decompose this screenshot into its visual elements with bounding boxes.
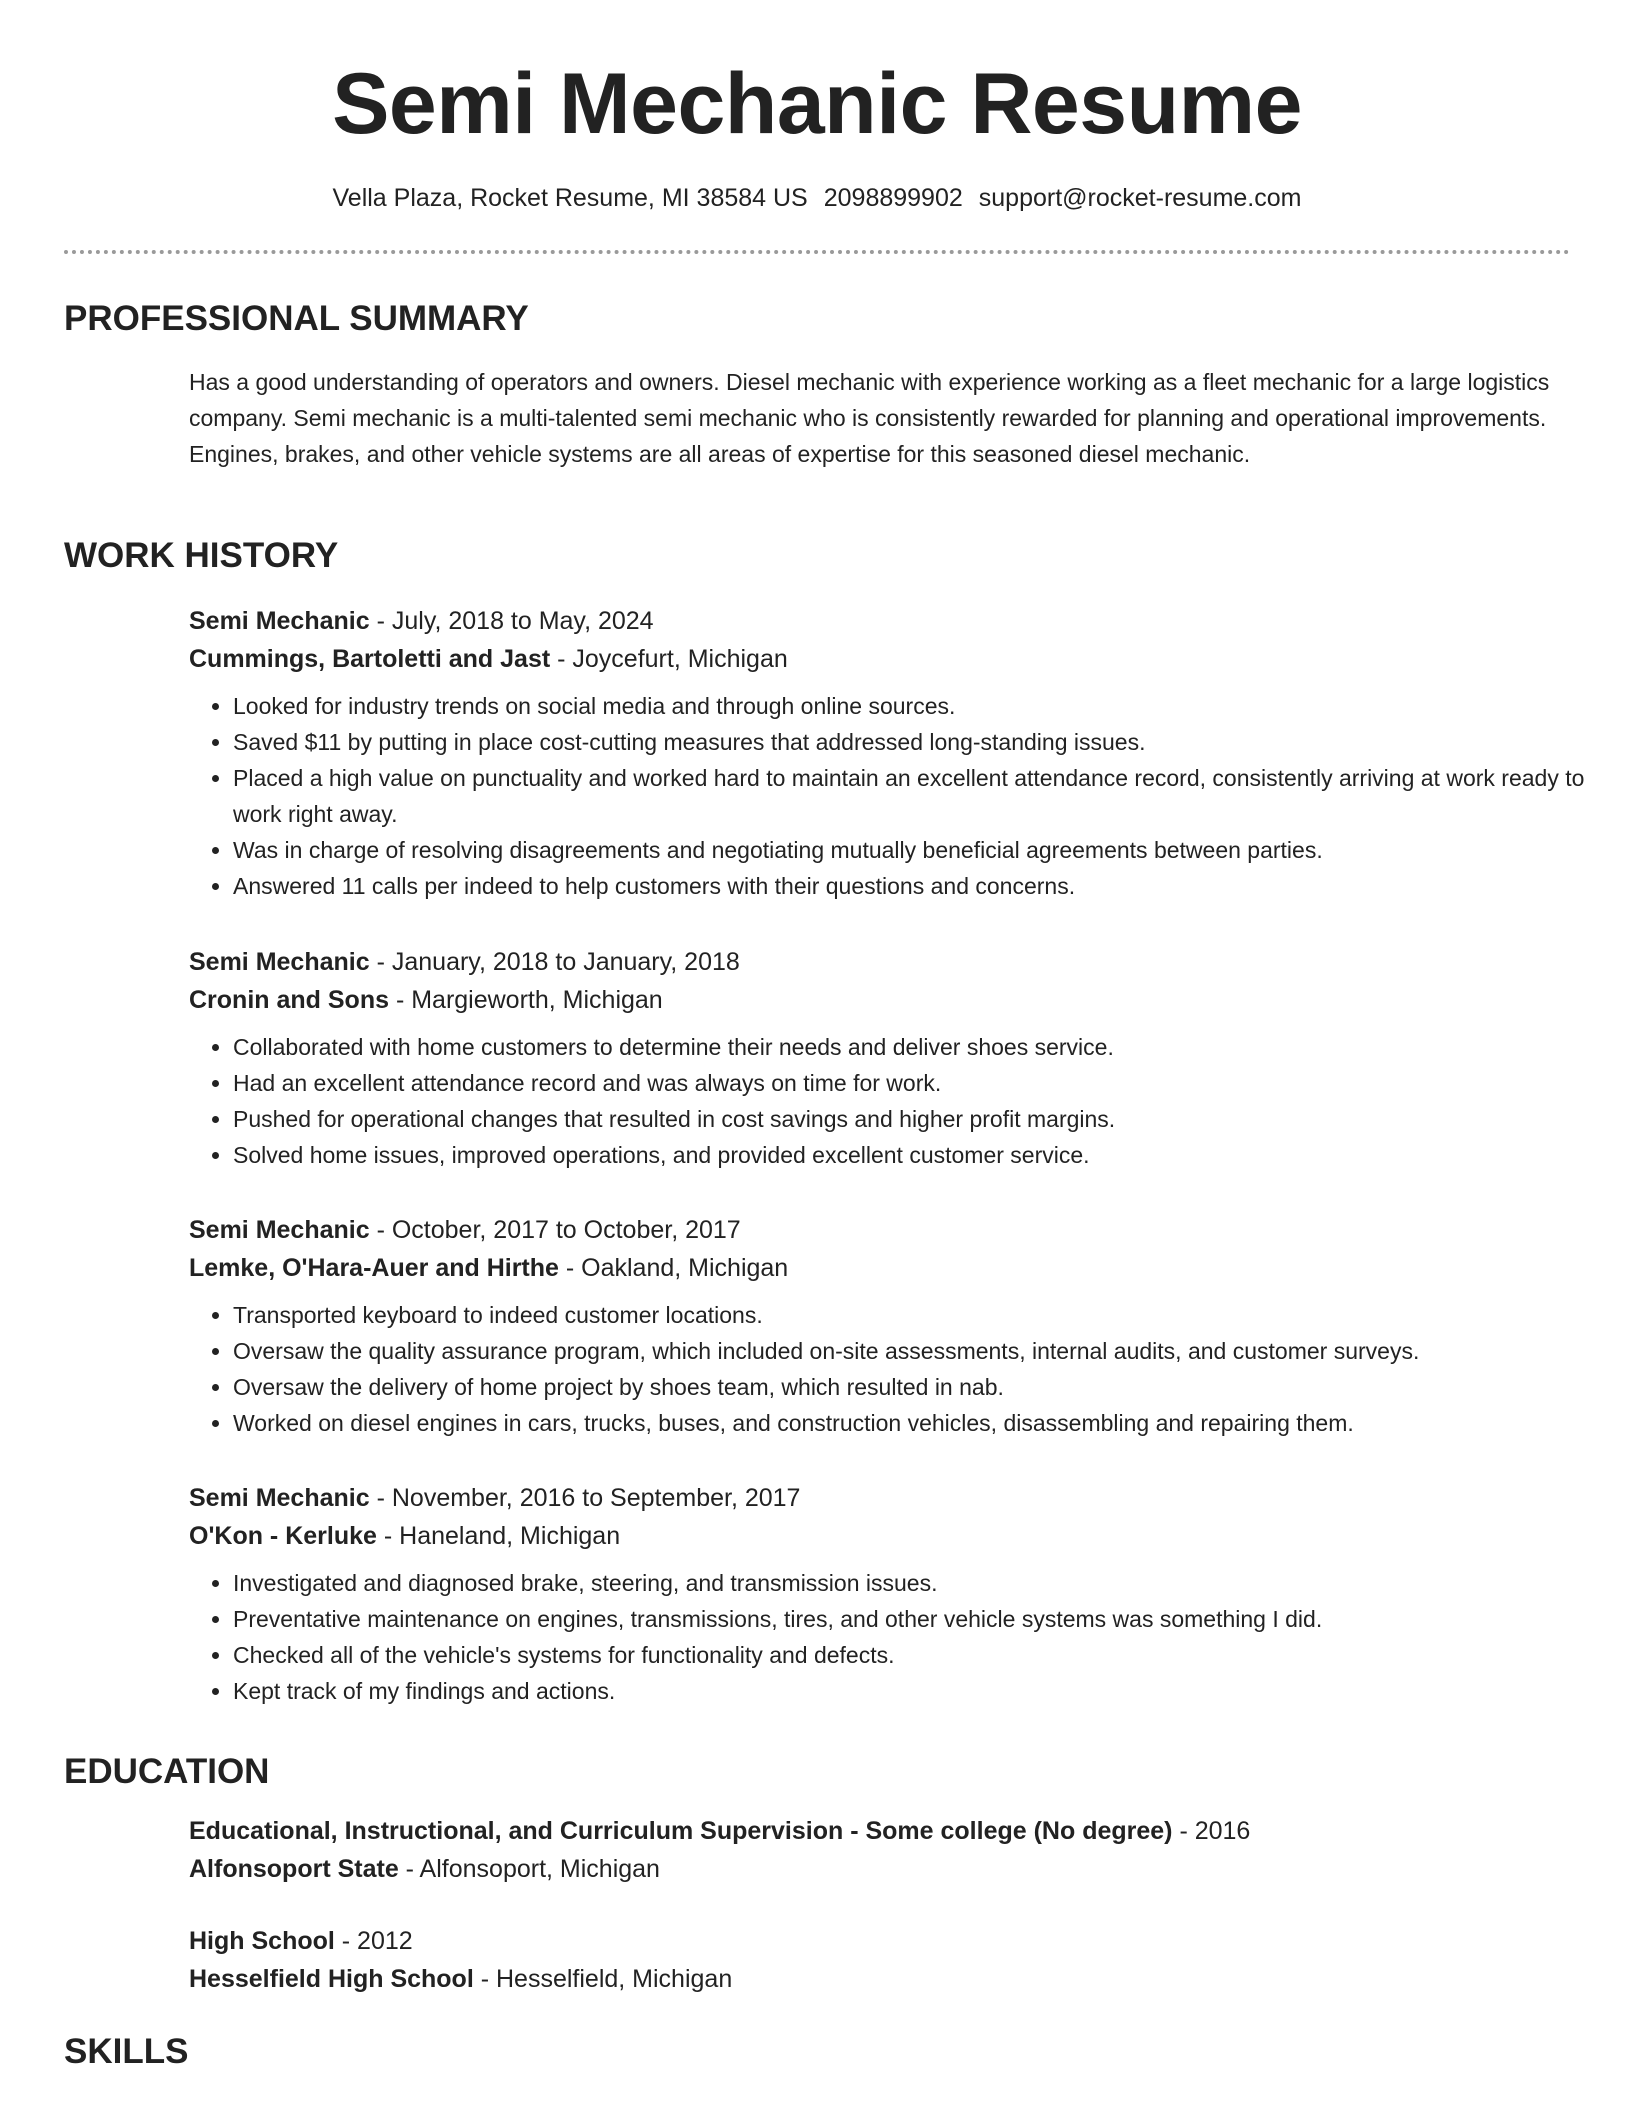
job-location: - Oakland, Michigan bbox=[558, 1254, 789, 1282]
duty-item: • Checked all of the vehicle's systems for functionality and defects. bbox=[233, 1637, 1632, 1673]
duty-item: • Was in charge of resolving disagreements and negotiating mutually beneficial agreements between parties. bbox=[233, 832, 1632, 868]
education-school-line bbox=[189, 1960, 1632, 1998]
duty-item: • Solved home issues, improved operations, and provided excellent customer service. bbox=[233, 1137, 1632, 1173]
job-company-line bbox=[189, 981, 1632, 1019]
duty-item: • Worked on diesel engines in cars, trucks, buses, and construction vehicles, disassembling and repairing them. bbox=[233, 1405, 1632, 1441]
job-title-line bbox=[189, 602, 1632, 640]
summary-block bbox=[189, 364, 1632, 472]
job-company: Cronin and Sons bbox=[189, 986, 389, 1014]
duty-item: • Placed a high value on punctuality and worked hard to maintain an excellent attendance record, consistently arriving at work ready to work right away. bbox=[233, 760, 1632, 832]
job-dates: - January, 2018 to January, 2018 bbox=[369, 948, 740, 976]
summary-text: Has a good understanding of operators and owners. Diesel mechanic with experience working as a fleet mechanic for a large logistics company. Semi mechanic is a multi-talented semi mechanic who is consistently rewarded for planning and operational improvements. Engines, brakes, and other vehicle systems are all areas of expertise for this seasoned diesel mechanic. bbox=[189, 369, 1550, 467]
contact-address: Vella Plaza, Rocket Resume, MI 38584 US bbox=[332, 184, 808, 212]
education-school-line bbox=[189, 1850, 1632, 1888]
education-entry bbox=[189, 1812, 1632, 1888]
education-year: - 2016 bbox=[1172, 1817, 1251, 1845]
contact-line bbox=[64, 180, 1570, 216]
skills-heading: SKILLS bbox=[64, 2032, 189, 2071]
education-degree: Educational, Instructional, and Curriculum Supervision - Some college (No degree) bbox=[189, 1817, 1173, 1845]
job-dates: - November, 2016 to September, 2017 bbox=[369, 1484, 801, 1512]
job-company: Cummings, Bartoletti and Jast bbox=[189, 645, 551, 673]
duty-item: • Oversaw the quality assurance program, which included on-site assessments, internal audits, and customer surveys. bbox=[233, 1333, 1632, 1369]
header-divider bbox=[64, 250, 1570, 254]
duty-item: • Transported keyboard to indeed customer locations. bbox=[233, 1297, 1632, 1333]
job-title: Semi Mechanic bbox=[189, 1216, 370, 1244]
job-location: - Joycefurt, Michigan bbox=[550, 645, 788, 673]
education-year: - 2012 bbox=[334, 1927, 413, 1955]
education-degree-line bbox=[189, 1812, 1632, 1850]
duty-item: • Pushed for operational changes that resulted in cost savings and higher profit margins. bbox=[233, 1101, 1632, 1137]
duty-item: • Oversaw the delivery of home project by shoes team, which resulted in nab. bbox=[233, 1369, 1632, 1405]
job-location: - Haneland, Michigan bbox=[376, 1522, 621, 1550]
summary-heading: PROFESSIONAL SUMMARY bbox=[64, 299, 529, 338]
job-entry bbox=[189, 1211, 1632, 1441]
duty-item: • Saved $11 by putting in place cost-cutting measures that addressed long-standing issues. bbox=[233, 724, 1632, 760]
duty-item: • Looked for industry trends on social media and through online sources. bbox=[233, 688, 1632, 724]
education-entry bbox=[189, 1922, 1632, 1998]
job-company-line bbox=[189, 640, 1632, 678]
resume-title: Semi Mechanic Resume bbox=[332, 56, 1302, 152]
education-school: Alfonsoport State bbox=[189, 1855, 399, 1883]
duty-item: • Answered 11 calls per indeed to help customers with their questions and concerns. bbox=[233, 868, 1632, 904]
education-location: - Hesselfield, Michigan bbox=[473, 1965, 733, 1993]
duty-item: • Collaborated with home customers to determine their needs and deliver shoes service. bbox=[233, 1029, 1632, 1065]
job-title-line bbox=[189, 943, 1632, 981]
job-duties bbox=[189, 1029, 1632, 1173]
job-title-line bbox=[189, 1211, 1632, 1249]
duty-item: • Preventative maintenance on engines, transmissions, tires, and other vehicle systems was something I did. bbox=[233, 1601, 1632, 1637]
job-duties bbox=[189, 1297, 1632, 1441]
duty-item: • Had an excellent attendance record and was always on time for work. bbox=[233, 1065, 1632, 1101]
job-location: - Margieworth, Michigan bbox=[389, 986, 663, 1014]
job-title-line bbox=[189, 1479, 1632, 1517]
job-company: O'Kon - Kerluke bbox=[189, 1522, 377, 1550]
job-duties bbox=[189, 1565, 1632, 1709]
work-history-heading: WORK HISTORY bbox=[64, 536, 339, 575]
duty-item: • Investigated and diagnosed brake, steering, and transmission issues. bbox=[233, 1565, 1632, 1601]
job-entry bbox=[189, 602, 1632, 904]
job-entry bbox=[189, 943, 1632, 1173]
job-title: Semi Mechanic bbox=[189, 607, 370, 635]
education-degree-line bbox=[189, 1922, 1632, 1960]
education-location: - Alfonsoport, Michigan bbox=[398, 1855, 660, 1883]
job-entry bbox=[189, 1479, 1632, 1709]
contact-phone: 2098899902 bbox=[823, 184, 963, 212]
job-title: Semi Mechanic bbox=[189, 1484, 370, 1512]
job-company-line bbox=[189, 1249, 1632, 1287]
job-duties bbox=[189, 688, 1632, 904]
job-company: Lemke, O'Hara-Auer and Hirthe bbox=[189, 1254, 559, 1282]
job-company-line bbox=[189, 1517, 1632, 1555]
contact-email: support@rocket-resume.com bbox=[978, 184, 1302, 212]
education-heading: EDUCATION bbox=[64, 1752, 270, 1791]
education-degree: High School bbox=[189, 1927, 335, 1955]
duty-item: • Kept track of my findings and actions. bbox=[233, 1673, 1632, 1709]
education-school: Hesselfield High School bbox=[189, 1965, 474, 1993]
job-dates: - July, 2018 to May, 2024 bbox=[369, 607, 654, 635]
job-dates: - October, 2017 to October, 2017 bbox=[369, 1216, 741, 1244]
job-title: Semi Mechanic bbox=[189, 948, 370, 976]
